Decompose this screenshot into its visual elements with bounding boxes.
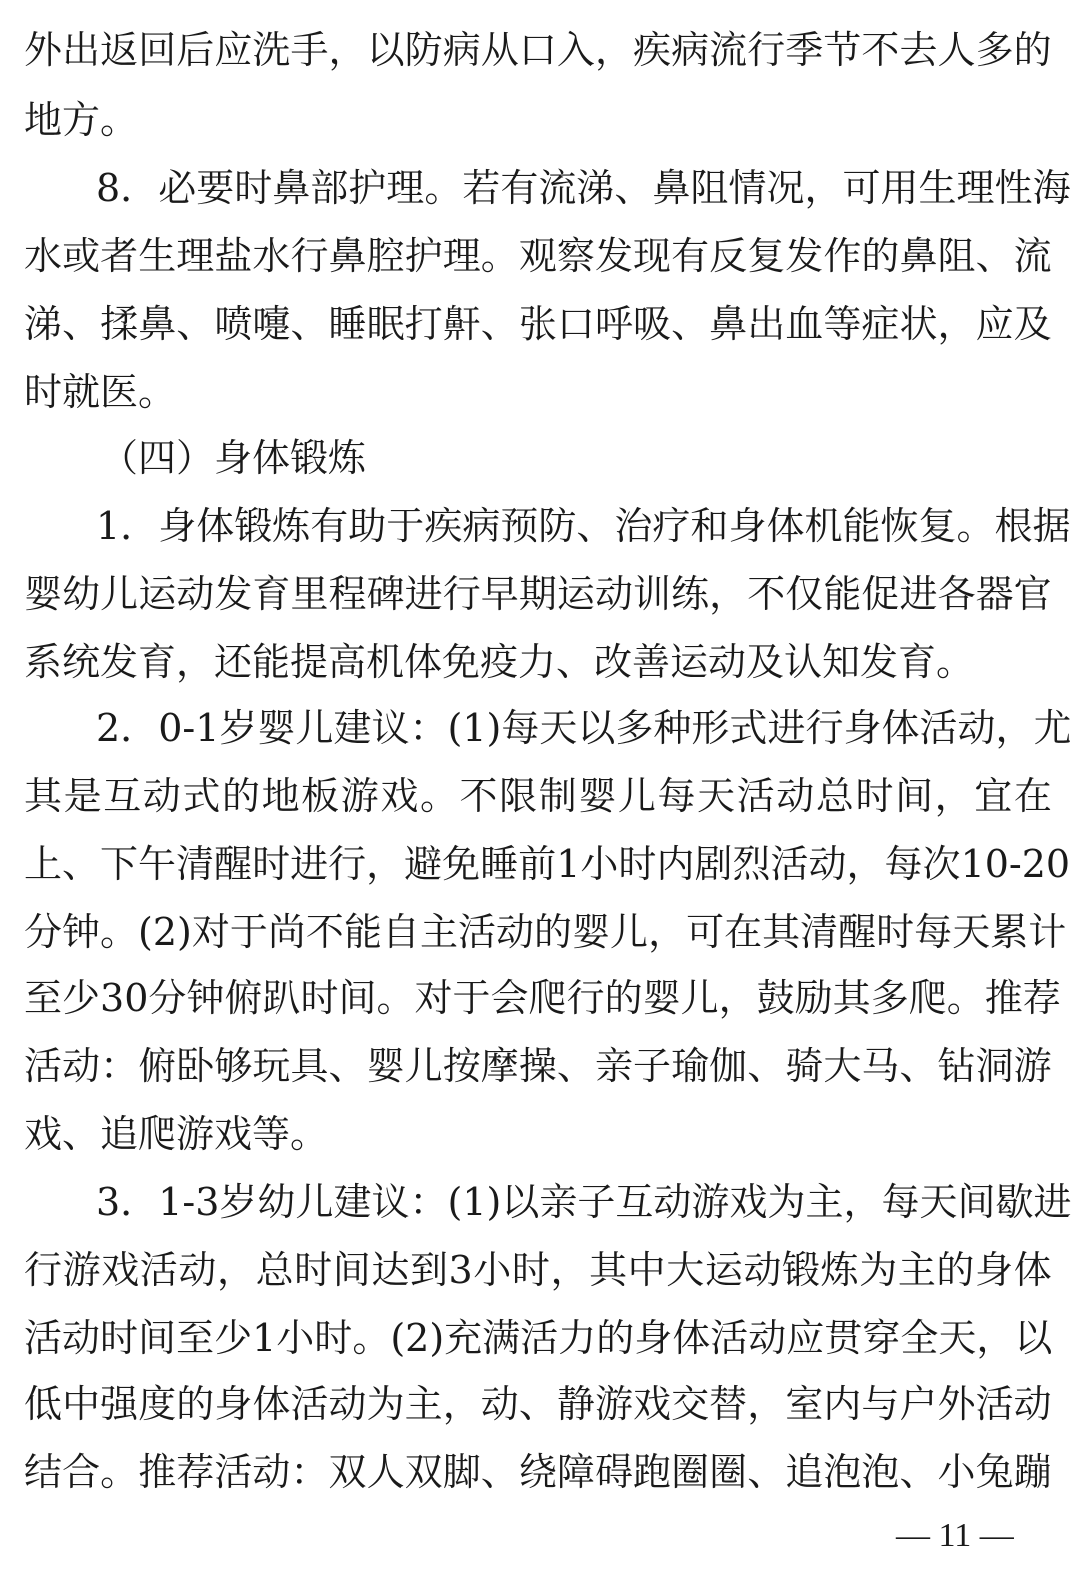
text-line: 地方。 <box>24 98 139 142</box>
page-number: — 11 — <box>896 1517 1014 1554</box>
text-line: 至 少 30 分 钟 俯 趴 时 间 。 对 于 会 爬 行 的 婴 儿 ， 鼓 励 其 多 爬 。 推 荐 <box>24 976 1061 1020</box>
text-line: 其 是 互 动 式 的 地 板 游 戏 。 不 限 制 婴 儿 每 天 活 动 总 时 间 ， 宜 在 <box>24 774 1052 818</box>
text-line: 结 合 。 推 荐 活 动 ： 双 人 双 脚 、 绕 障 碍 跑 圈 圈 、 追 泡 泡 、 小 兔 蹦 <box>24 1450 1052 1494</box>
section-heading: （四）身体锻炼 <box>100 436 367 480</box>
text-line: 活 动 时 间 至 少 1 小 时 。 (2) 充 满 活 力 的 身 体 活 动 应 贯 穿 全 天 ， 以 <box>24 1316 1053 1360</box>
text-line: 分 钟 。 (2) 对 于 尚 不 能 自 主 活 动 的 婴 儿 ， 可 在 其 清 醒 时 每 天 累 计 <box>24 910 1067 954</box>
text-line: 时就医。 <box>24 370 177 414</box>
text-line: 系统发育，还能提高机体免疫力、改善运动及认知发育。 <box>24 640 975 684</box>
text-line: 低 中 强 度 的 身 体 活 动 为 主 ， 动 、 静 游 戏 交 替 ， 室 内 与 户 外 活 动 <box>24 1382 1052 1426</box>
text-line: 外 出 返 回 后 应 洗 手 ， 以 防 病 从 口 入 ， 疾 病 流 行 季 节 不 去 人 多 的 <box>24 28 1052 72</box>
text-line: 水 或 者 生 理 盐 水 行 鼻 腔 护 理 。 观 察 发 现 有 反 复 发 作 的 鼻 阻 、 流 <box>24 234 1052 278</box>
text-line: 涕 、 揉 鼻 、 喷 嚏 、 睡 眠 打 鼾 、 张 口 呼 吸 、 鼻 出 血 等 症 状 ， 应 及 <box>24 302 1052 346</box>
text-line: 活 动 ： 俯 卧 够 玩 具 、 婴 儿 按 摩 操 、 亲 子 瑜 伽 、 骑 大 马 、 钻 洞 游 <box>24 1044 1052 1088</box>
text-line: 2 ． 0-1 岁 婴 儿 建 议 ： (1) 每 天 以 多 种 形 式 进 行 身 体 活 动 ， 尤 <box>96 706 1072 750</box>
text-line: 婴 幼 儿 运 动 发 育 里 程 碑 进 行 早 期 运 动 训 练 ， 不 仅 能 促 进 各 器 官 <box>24 572 1052 616</box>
text-line: 戏、追爬游戏等。 <box>24 1112 329 1156</box>
text-line: 1 ． 身 体 锻 炼 有 助 于 疾 病 预 防 、 治 疗 和 身 体 机 能 恢 复 。 根 据 <box>96 504 1071 548</box>
text-line: 3 ． 1-3 岁 幼 儿 建 议 ： (1) 以 亲 子 互 动 游 戏 为 主 ， 每 天 间 歇 进 <box>96 1180 1072 1224</box>
text-line: 上 、 下 午 清 醒 时 进 行 ， 避 免 睡 前 1 小 时 内 剧 烈 活 动 ， 每 次 10-20 <box>24 842 1071 886</box>
text-line: 行 游 戏 活 动 ， 总 时 间 达 到 3 小 时 ， 其 中 大 运 动 锻 炼 为 主 的 身 体 <box>24 1248 1052 1292</box>
text-line: 8 ． 必 要 时 鼻 部 护 理 。 若 有 流 涕 、 鼻 阻 情 况 ， 可 用 生 理 性 海 <box>96 166 1071 210</box>
